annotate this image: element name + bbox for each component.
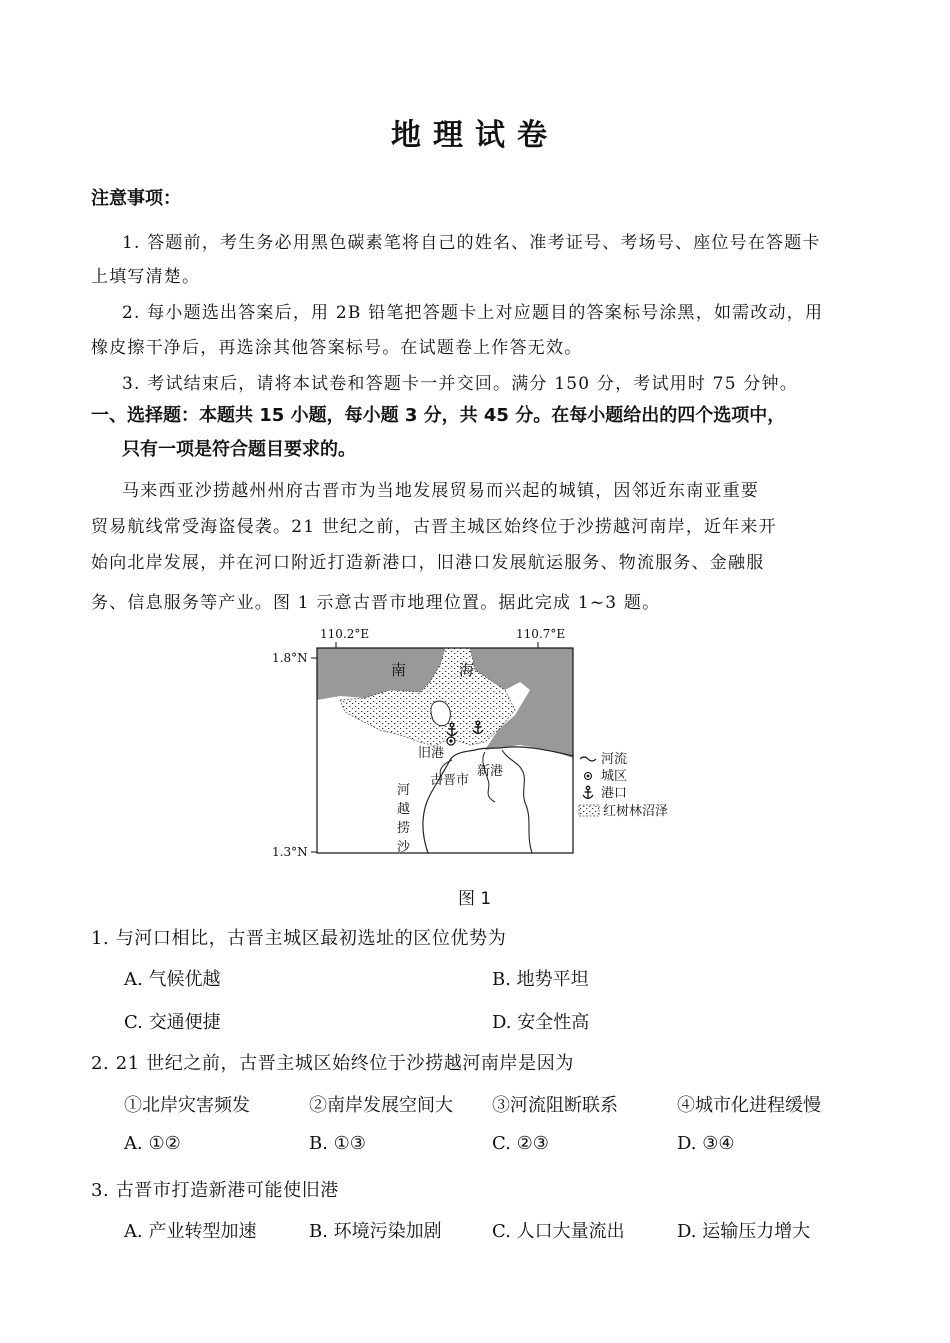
- lat-label-top: 1.8°N: [272, 651, 308, 665]
- question-2-option-a[interactable]: A. ①②: [124, 1133, 181, 1154]
- section-1-heading-line-2: 只有一项是符合题目要求的。: [122, 439, 356, 460]
- notice-item-2-line-1: 2. 每小题选出答案后，用 2B 铅笔把答题卡上对应题目的答案标号涂黑，如需改动，用: [122, 303, 824, 323]
- river-label-1: 河: [397, 783, 411, 798]
- island-lake: [431, 701, 450, 726]
- question-3-option-a[interactable]: A. 产业转型加速: [124, 1221, 257, 1242]
- question-3-stem: 3. 古晋市打造新港可能使旧港: [91, 1180, 339, 1201]
- question-1-option-a[interactable]: A. 气候优越: [124, 969, 221, 990]
- legend-anchor-icon: [583, 786, 593, 799]
- notice-item-1-line-2: 上填写清楚。: [91, 267, 201, 287]
- legend-city-dot: [587, 775, 590, 778]
- lat-label-bottom: 1.3°N: [272, 845, 308, 859]
- question-1-option-c[interactable]: C. 交通便捷: [124, 1012, 221, 1033]
- passage-line-1: 马来西亚沙捞越州州府古晋市为当地发展贸易而兴起的城镇，因邻近东南亚重要: [122, 481, 759, 501]
- notice-item-2-line-2: 橡皮擦干净后，再选涂其他答案标号。在试题卷上作答无效。: [91, 338, 583, 358]
- question-3-option-c[interactable]: C. 人口大量流出: [492, 1221, 625, 1242]
- location-map: [270, 620, 710, 870]
- question-2-statement-4: ④城市化进程缓慢: [677, 1095, 821, 1116]
- notice-item-1-line-1: 1. 答题前，考生务必用黑色碳素笔将自己的姓名、准考证号、考场号、座位号在答题卡: [122, 233, 821, 253]
- sea-label-1: 南: [391, 661, 407, 679]
- question-2-statement-2: ②南岸发展空间大: [309, 1095, 453, 1116]
- question-1-stem: 1. 与河口相比，古晋主城区最初选址的区位优势为: [91, 928, 507, 949]
- question-1-option-b[interactable]: B. 地势平坦: [492, 969, 589, 990]
- new-port-label: 新港: [477, 764, 504, 779]
- river-label-4: 沙: [397, 840, 411, 855]
- question-2-statement-3: ③河流阻断联系: [492, 1095, 618, 1116]
- city-label: 古晋市: [430, 773, 470, 788]
- sea-label-2: 海: [459, 661, 475, 679]
- question-1-option-d[interactable]: D. 安全性高: [492, 1012, 590, 1033]
- notice-item-3-line-1: 3. 考试结束后，请将本试卷和答题卡一并交回。满分 150 分，考试用时 75 分钟。: [122, 374, 798, 394]
- river-label-3: 捞: [397, 821, 411, 836]
- question-2-statement-1: ①北岸灾害频发: [124, 1095, 250, 1116]
- lon-label-right: 110.7°E: [516, 627, 566, 641]
- old-port-label: 旧港: [418, 746, 445, 761]
- passage-line-3: 始向北岸发展，并在河口附近打造新港口，旧港口发展航运服务、物流服务、金融服: [91, 553, 765, 573]
- legend-mangrove-icon: [579, 805, 599, 816]
- passage-line-2: 贸易航线常受海盗侵袭。21 世纪之前，古晋主城区始终位于沙捞越河南岸，近年来开: [91, 517, 777, 537]
- city-marker-dot: [449, 739, 452, 742]
- legend-river-label: 河流: [601, 752, 628, 767]
- legend-city-label: 城区: [601, 769, 628, 784]
- question-2-option-b[interactable]: B. ①③: [309, 1133, 366, 1154]
- question-3-option-d[interactable]: D. 运输压力增大: [677, 1221, 811, 1242]
- page-title: 地理试卷: [391, 118, 559, 153]
- legend-port-label: 港口: [601, 786, 628, 801]
- river-label-2: 越: [397, 802, 411, 817]
- lon-label-left: 110.2°E: [320, 627, 370, 641]
- notice-heading: 注意事项：: [91, 188, 181, 209]
- section-1-heading-line-1: 一、选择题：本题共 15 小题，每小题 3 分，共 45 分。在每小题给出的四个选项中，: [91, 405, 786, 426]
- legend-mangrove-label: 红树林沼泽: [603, 804, 669, 819]
- legend-river-icon: [580, 757, 596, 761]
- figure-caption: 图 1: [458, 889, 492, 909]
- passage-line-4: 务、信息服务等产业。图 1 示意古晋市地理位置。据此完成 1~3 题。: [91, 593, 661, 613]
- question-3-option-b[interactable]: B. 环境污染加剧: [309, 1221, 442, 1242]
- question-2-option-c[interactable]: C. ②③: [492, 1133, 549, 1154]
- question-2-stem: 2. 21 世纪之前，古晋主城区始终位于沙捞越河南岸是因为: [91, 1053, 574, 1074]
- question-2-option-d[interactable]: D. ③④: [677, 1133, 735, 1154]
